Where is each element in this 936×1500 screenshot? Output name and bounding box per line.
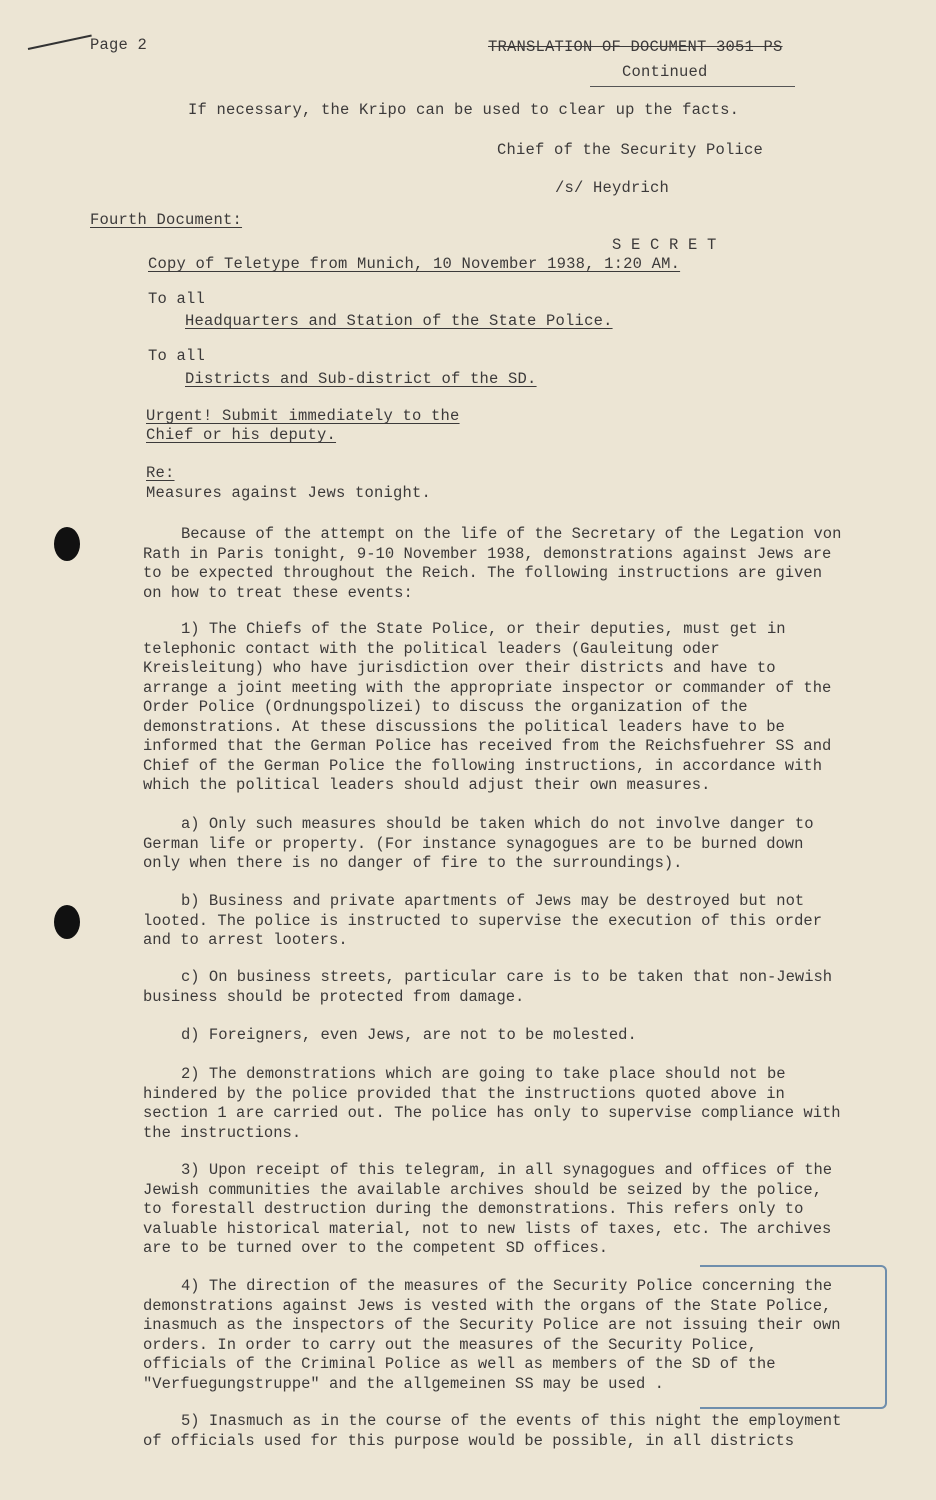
teletype-line: Copy of Teletype from Munich, 10 November 1938, 1:20 AM.	[148, 255, 681, 273]
section-1c	[143, 968, 848, 1007]
section-5-text: 5) Inasmuch as in the course of the events of this night the employment of officials used for this purpose would be possible, in all districts	[143, 1412, 842, 1450]
signature-title: Chief of the Security Police	[497, 141, 764, 159]
to-all-2: To all	[148, 347, 206, 365]
urgent-line-1: Urgent! Submit immediately to the	[146, 407, 460, 425]
section-3-text: 3) Upon receipt of this telegram, in all synagogues and offices of the Jewish communities the available archives should be seized by the police, to forestall destruction during the demonstrations. This refers only to valuable historical material, not to new lists of taxes, etc. The archives are to be turned over to the competent SD offices.	[143, 1161, 833, 1257]
section-1d	[143, 1026, 848, 1046]
kripo-line: If necessary, the Kripo can be used to clear up the facts.	[188, 101, 740, 119]
section-4-text: 4) The direction of the measures of the Security Police concerning the demonstrations against Jews is vested with the organs of the State Police, inasmuch as the inspectors of the Security Police are not issuing their own orders. In order to carry out the measures of the Security Police, officials of the Criminal Police as well as members of the SD of the "Verfuegungstruppe" and the allgemeinen SS may be used .	[143, 1277, 841, 1393]
intro-text: Because of the attempt on the life of the Secretary of the Legation von Rath in Paris tonight, 9-10 November 1938, demonstrations against Jews are to be expected throughout the Reich. The following instructions are given on how to treat these events:	[143, 525, 842, 602]
urgent-line-2: Chief or his deputy.	[146, 426, 337, 444]
section-1-text: 1) The Chiefs of the State Police, or their deputies, must get in telephonic contact with the political leaders (Gauleitung oder Kreisleitung) who have jurisdiction over their districts and have to arrange a joint meeting with the appropriate inspector or commander of the Order Police (Ordnungspolizei) to discuss the organization of the demonstrations. At these discussions the political leaders have to be informed that the German Police has received from the Reichsfuehrer SS and Chief of the German Police the following instructions, in accordance with which the political leaders should adjust their own measures.	[143, 620, 832, 794]
section-5	[143, 1412, 848, 1451]
re-subject: Measures against Jews tonight.	[146, 484, 432, 502]
continued-rule	[590, 86, 795, 87]
pen-mark	[28, 35, 92, 50]
section-4	[143, 1277, 848, 1394]
to-all-1: To all	[148, 290, 206, 308]
section-1b	[143, 892, 848, 951]
section-3	[143, 1161, 848, 1259]
intro-paragraph	[143, 525, 848, 603]
continued-label: Continued	[622, 63, 708, 81]
punch-hole-bottom	[54, 905, 80, 939]
recipients-1: Headquarters and Station of the State Police.	[185, 312, 613, 330]
section-1a	[143, 815, 848, 874]
re-label: Re:	[146, 464, 175, 482]
section-1d-text: d) Foreigners, even Jews, are not to be molested.	[181, 1026, 637, 1044]
document-title: TRANSLATION OF DOCUMENT 3051 PS	[488, 38, 783, 56]
recipients-2: Districts and Sub-district of the SD.	[185, 370, 537, 388]
section-2-text: 2) The demonstrations which are going to take place should not be hindered by the police provided that the instructions quoted above in section 1 are carried out. The police has only to supervise compliance with the instructions.	[143, 1065, 841, 1142]
section-1	[143, 620, 848, 796]
section-1c-text: c) On business streets, particular care is to be taken that non-Jewish business should be protected from damage.	[143, 968, 833, 1006]
section-1b-text: b) Business and private apartments of Jews may be destroyed but not looted. The police is instructed to supervise the execution of this order and to arrest looters.	[143, 892, 823, 949]
section-1a-text: a) Only such measures should be taken which do not involve danger to German life or property. (For instance synagogues are to be burned down only when there is no danger of fire to the surroundings).	[143, 815, 814, 872]
signature: /s/ Heydrich	[555, 179, 670, 197]
fourth-document-heading: Fourth Document:	[90, 211, 243, 229]
page-label: Page 2	[90, 36, 148, 54]
secret-label: S E C R E T	[612, 236, 717, 254]
section-2	[143, 1065, 848, 1143]
punch-hole-top	[54, 527, 80, 561]
